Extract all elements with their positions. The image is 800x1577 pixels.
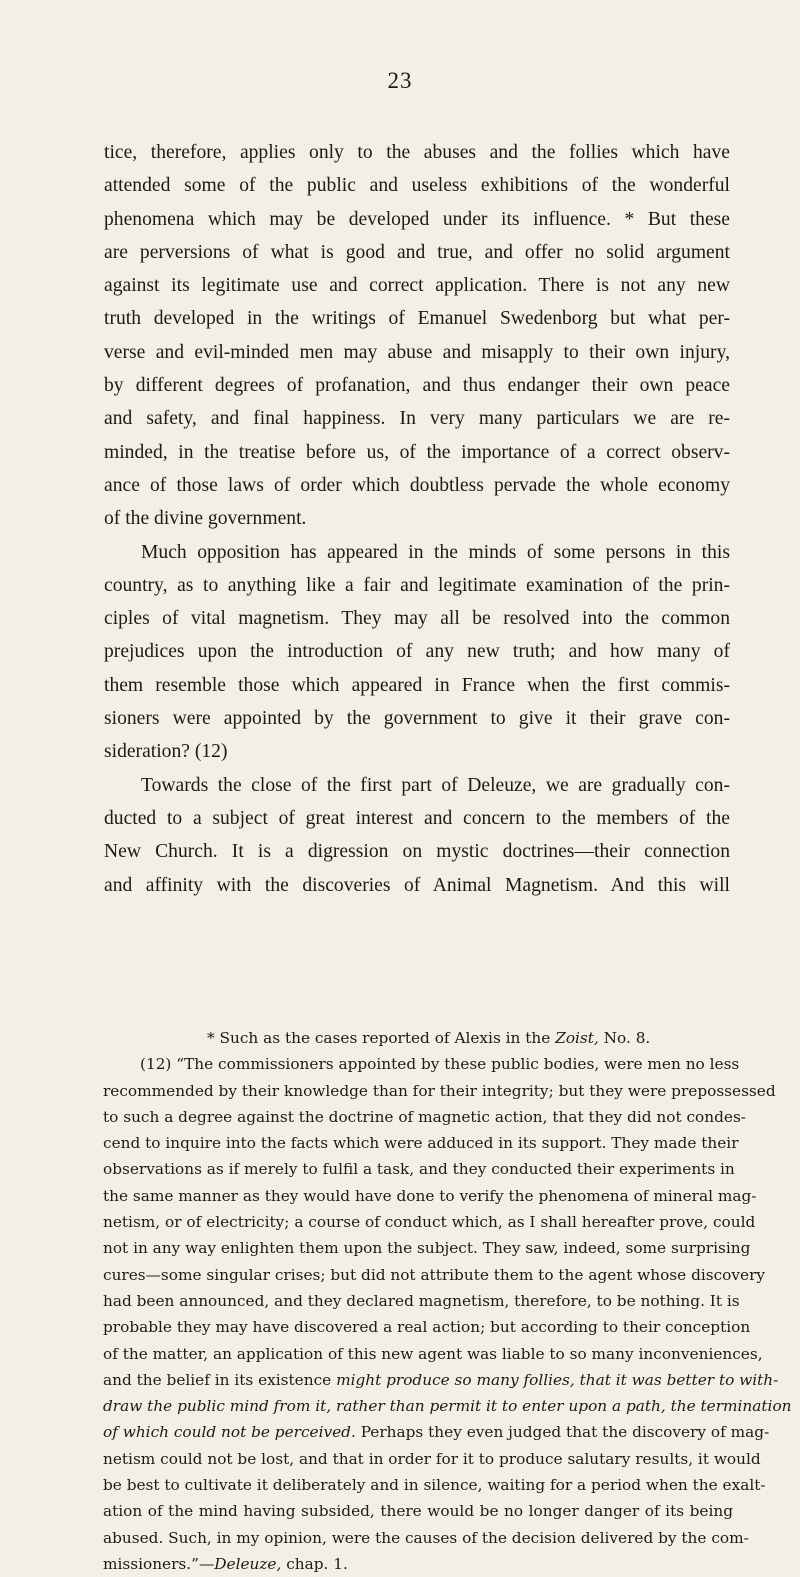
footnote-line: to such a degree against the doctrine of magnetic action, that they did not condes-: [103, 1107, 746, 1126]
main-text: [104, 136, 730, 902]
footnote-line: be best to cultivate it deliberately and in silence, waiting for a period when the exalt-: [103, 1476, 766, 1495]
footnote-text: Perhaps they even judged that the discovery of mag-: [355, 1423, 770, 1442]
footnote-line: recommended by their knowledge than for their integrity; but they were prepossessed: [103, 1081, 776, 1100]
footnote-line: of the matter, an application of this new agent was liable to so many inconveniences,: [103, 1344, 763, 1363]
text-line: truth developed in the writings of Emanuel Swedenborg but what per-: [104, 308, 730, 330]
text-line: ducted to a subject of great interest and concern to the members of the: [104, 807, 730, 829]
text-line: Towards the close of the first part of Deleuze, we are gradually con-: [141, 774, 730, 796]
footnote-line: probable they may have discovered a real action; but according to their conception: [103, 1318, 751, 1337]
footnote-line: [103, 1393, 792, 1419]
text-line: tice, therefore, applies only to the abuses and the follies which have: [104, 142, 730, 163]
footnote-text: No. 8.: [598, 1029, 651, 1047]
footnote-line: observations as if merely to fulfil a task, and they conducted their experiments in: [103, 1160, 735, 1179]
footnote-text: chap. 1.: [281, 1554, 348, 1573]
text-line: and safety, and final happiness. In very many particulars we are re-: [104, 408, 730, 430]
footnote-line: netism could not be lost, and that in order for it to produce salutary results, it would: [103, 1449, 761, 1468]
text-line: country, as to anything like a fair and legitimate examination of the prin-: [104, 574, 730, 596]
text-line: ciples of vital magnetism. They may all be resolved into the common: [104, 608, 730, 630]
text-line: against its legitimate use and correct application. There is not any new: [104, 275, 730, 297]
text-line: attended some of the public and useless exhibitions of the wonderful: [104, 175, 730, 197]
text-line: sideration? (12): [104, 741, 228, 763]
footnote-line: [103, 1551, 733, 1577]
text-line: and affinity with the discoveries of Animal Magnetism. And this will: [104, 874, 730, 896]
footnote-line: cures—some singular crises; but did not attribute them to the agent whose discovery: [103, 1265, 766, 1284]
footnote-line: netism, or of electricity; a course of conduct which, as I shall hereafter prove, could: [103, 1213, 756, 1232]
footnote-text: * Such as the cases reported of Alexis in the: [207, 1029, 556, 1047]
text-line: verse and evil-minded men may abuse and misapply to their own injury,: [104, 341, 730, 363]
text-line: ance of those laws of order which doubtless pervade the whole economy: [104, 474, 730, 496]
footnote-text: missioners.”—: [103, 1554, 215, 1573]
text-line: are perversions of what is good and true, and offer no solid argument: [104, 241, 730, 263]
footnote-line: had been announced, and they declared magnetism, therefore, to be nothing. It is: [103, 1291, 740, 1310]
footnote-line: [103, 1419, 770, 1445]
footnote-star: [103, 1025, 733, 1051]
text-line: New Church. It is a digression on mystic doctrines—their connection: [104, 841, 730, 863]
footnote-line: abused. Such, in my opinion, were the causes of the decision delivered by the com-: [103, 1528, 749, 1547]
page-number: 23: [387, 68, 413, 93]
footnote-italic: of which could not be perceived.: [103, 1423, 356, 1442]
footnote-line: (12) “The commissioners appointed by these public bodies, were men no less: [140, 1055, 740, 1074]
text-line: of the divine government.: [104, 508, 307, 530]
footnote-italic: draw the public mind from it, rather than permit it to enter upon a path, the termination: [103, 1397, 792, 1416]
text-line: sioners were appointed by the government to give it their grave con-: [104, 708, 730, 730]
footnote-italic: Deleuze,: [214, 1554, 282, 1573]
text-line: by different degrees of profanation, and thus endanger their own peace: [104, 375, 730, 397]
text-line: them resemble those which appeared in France when the first commis-: [104, 674, 730, 696]
footnote-text: and the belief in its existence: [103, 1370, 337, 1389]
text-line: phenomena which may be developed under its influence. * But these: [104, 208, 730, 230]
footnote-line: cend to inquire into the facts which were adduced in its support. They made their: [103, 1134, 739, 1153]
footnote-line: the same manner as they would have done to verify the phenomena of mineral mag-: [103, 1186, 757, 1205]
footnotes: [103, 1025, 792, 1577]
text-line: prejudices upon the introduction of any new truth; and how many of: [104, 641, 730, 663]
text-line: minded, in the treatise before us, of the importance of a correct observ-: [104, 441, 730, 463]
text-line: Much opposition has appeared in the minds of some persons in this: [141, 541, 730, 563]
footnote-italic: Zoist,: [555, 1029, 599, 1047]
footnote-italic: might produce so many follies, that it was better to with-: [336, 1370, 779, 1389]
footnote-line: ation of the mind having subsided, there would be no longer danger of its being: [103, 1502, 733, 1521]
footnote-line: not in any way enlighten them upon the subject. They saw, indeed, some surprising: [103, 1239, 751, 1258]
